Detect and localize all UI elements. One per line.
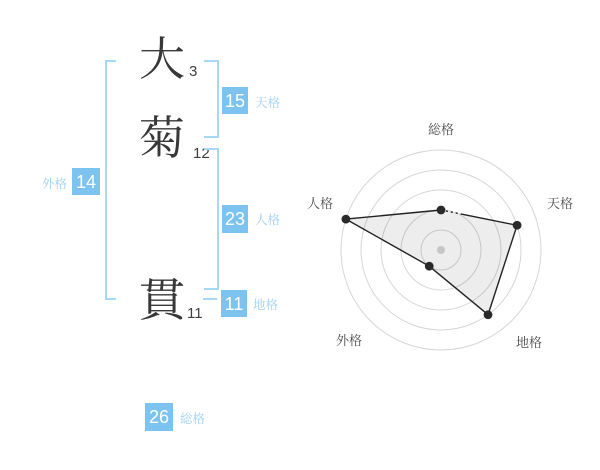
stroke-count-first: 3 [189, 63, 198, 80]
jinkaku-bracket [204, 148, 219, 290]
jinkaku-value: 23 [224, 209, 246, 229]
tenkaku-bracket [204, 60, 219, 138]
radar-label-soukaku: 総格 [427, 122, 455, 138]
soukaku-value: 26 [148, 407, 170, 427]
chikaku-label: 地格 [253, 298, 279, 312]
jinkaku-value-box [222, 205, 248, 233]
jinkaku-label: 人格 [255, 213, 281, 227]
soukaku-value-box [145, 403, 173, 431]
chikaku-bracket-tick [203, 298, 217, 300]
gaikaku-value-box [72, 168, 100, 195]
tenkaku-value-box [222, 87, 248, 114]
kanji-third: 貫 [139, 274, 185, 326]
tenkaku-value: 15 [224, 90, 246, 111]
gaikaku-label: 外格 [42, 177, 68, 191]
radar-label-tenkaku: 天格 [546, 196, 574, 212]
radar-label-gaikaku: 外格 [335, 333, 363, 349]
chikaku-value-box [221, 290, 247, 317]
gaikaku-bracket [105, 60, 116, 300]
radar-label-chikaku: 地格 [515, 335, 543, 351]
tenkaku-label: 天格 [255, 96, 281, 110]
chikaku-value: 11 [224, 293, 244, 314]
kanji-second: 菊 [139, 112, 185, 164]
stroke-count-third: 11 [187, 305, 203, 322]
soukaku-label: 総格 [180, 412, 206, 426]
stroke-count-second: 12 [193, 145, 210, 162]
kanji-first: 大 [139, 33, 185, 85]
radar-label-jinkaku: 人格 [306, 196, 334, 212]
radar-chart [295, 112, 590, 367]
gaikaku-value: 14 [75, 171, 97, 192]
